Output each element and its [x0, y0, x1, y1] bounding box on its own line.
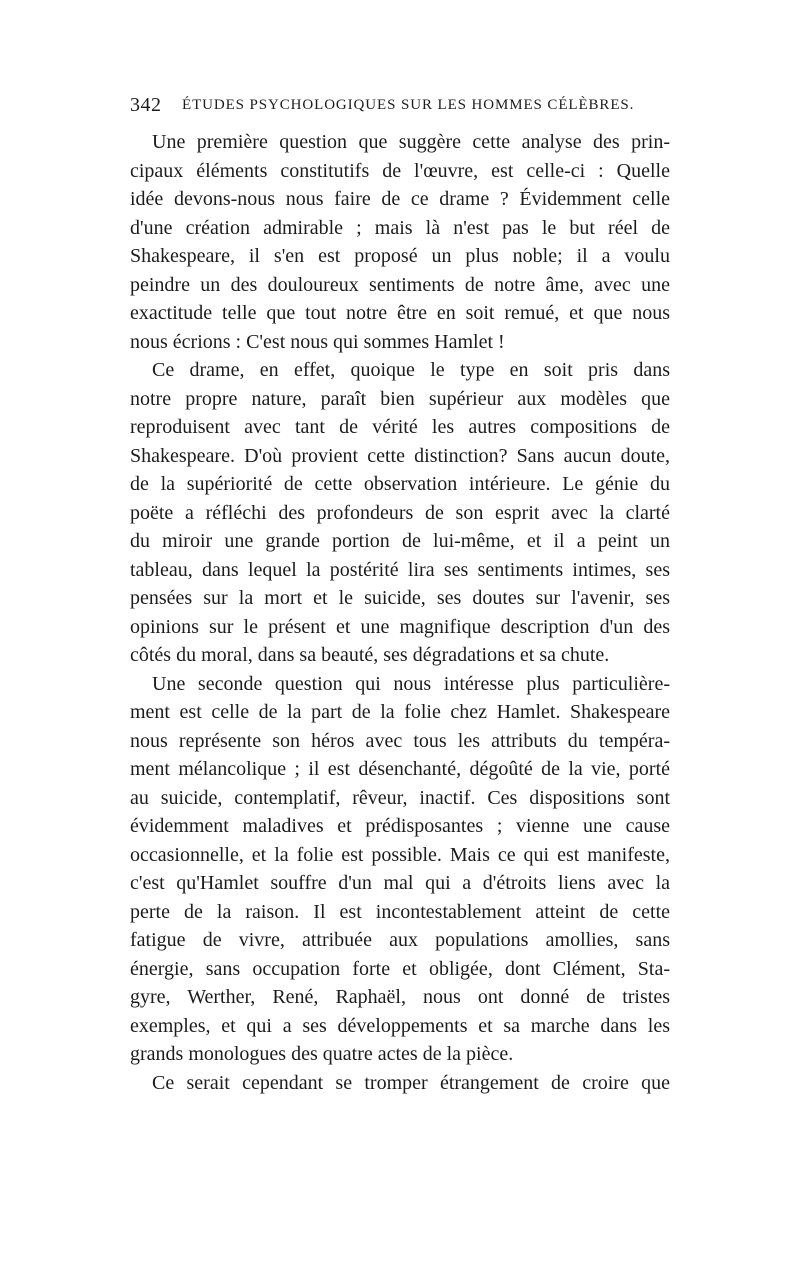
paragraph-2 — [130, 356, 670, 670]
text-line: Ce drame, en effet, quoique le type en soit pris dans — [152, 359, 670, 381]
text-line: côtés du moral, dans sa beauté, ses dégradations et sa chute. — [130, 644, 610, 666]
text-line: Une seconde question qui nous intéresse plus particulière- — [152, 672, 670, 695]
page-header — [130, 94, 670, 118]
text-line: idée devons-nous nous faire de ce drame ? Évidemment celle — [130, 188, 670, 210]
text-line: exactitude telle que tout notre être en soit remué, et que nous — [130, 302, 670, 324]
text-line: au suicide, contemplatif, rêveur, inactif. Ces dispositions sont — [130, 786, 670, 809]
text-line: d'une création admirable ; mais là n'est pas le but réel de — [130, 216, 670, 239]
text-line: Shakespeare, il s'en est proposé un plus noble; il a voulu — [130, 245, 670, 267]
text-line: nous représente son héros avec tous les attributs du tempéra- — [130, 729, 670, 752]
paragraph-1 — [130, 128, 670, 356]
text-line: Une première question que suggère cette analyse des prin- — [152, 131, 670, 153]
text-line: de la supériorité de cette observation intérieure. Le génie du — [130, 473, 670, 495]
text-line: grands monologues des quatre actes de la pièce. — [130, 1043, 514, 1065]
text-line: gyre, Werther, René, Raphaël, nous ont donné de tristes — [130, 986, 670, 1008]
text-line: fatigue de vivre, attribuée aux populations amollies, sans — [130, 929, 670, 951]
text-line: énergie, sans occupation forte et obligée, dont Clément, Sta- — [130, 957, 670, 980]
text-line: poëte a réfléchi des profondeurs de son esprit avec la clarté — [130, 501, 670, 524]
text-line: perte de la raison. Il est incontestablement atteint de cette — [130, 900, 670, 923]
text-line: opinions sur le présent et une magnifique description d'un des — [130, 615, 670, 638]
text-line: du miroir une grande portion de lui-même, et il a peint un — [130, 530, 670, 552]
text-line: notre propre nature, paraît bien supérieur aux modèles que — [130, 387, 670, 410]
text-line: exemples, et qui a ses développements et sa marche dans les — [130, 1014, 670, 1037]
text-line: évidemment maladives et prédisposantes ; vienne une cause — [130, 815, 670, 837]
text-line: c'est qu'Hamlet souffre d'un mal qui a d'étroits liens avec la — [130, 872, 670, 894]
text-line: ment est celle de la part de la folie chez Hamlet. Shakespeare — [130, 701, 670, 723]
text-line: cipaux éléments constitutifs de l'œuvre, est celle-ci : Quelle — [130, 159, 670, 182]
text-line: Shakespeare. D'où provient cette distinction? Sans aucun doute, — [130, 444, 670, 467]
text-line: reproduisent avec tant de vérité les autres compositions de — [130, 416, 670, 438]
text-line: peindre un des douloureux sentiments de notre âme, avec une — [130, 273, 670, 296]
text-line: tableau, dans lequel la postérité lira ses sentiments intimes, ses — [130, 558, 670, 581]
text-line: Ce serait cependant se tromper étrangement de croire que — [152, 1071, 670, 1094]
page-number: 342 — [130, 94, 162, 116]
paragraph-4 — [130, 1069, 670, 1098]
paragraph-3 — [130, 670, 670, 1069]
running-head: ÉTUDES PSYCHOLOGIQUES SUR LES HOMMES CÉLÈBRES. — [182, 97, 635, 113]
text-line: occasionnelle, et la folie est possible. Mais ce qui est manifeste, — [130, 843, 670, 866]
text-line: pensées sur la mort et le suicide, ses doutes sur l'avenir, ses — [130, 587, 670, 609]
text-line: ment mélancolique ; il est désenchanté, dégoûté de la vie, porté — [130, 758, 670, 780]
body-text — [130, 128, 670, 1097]
text-line: nous écrions : C'est nous qui sommes Hamlet ! — [130, 330, 505, 353]
